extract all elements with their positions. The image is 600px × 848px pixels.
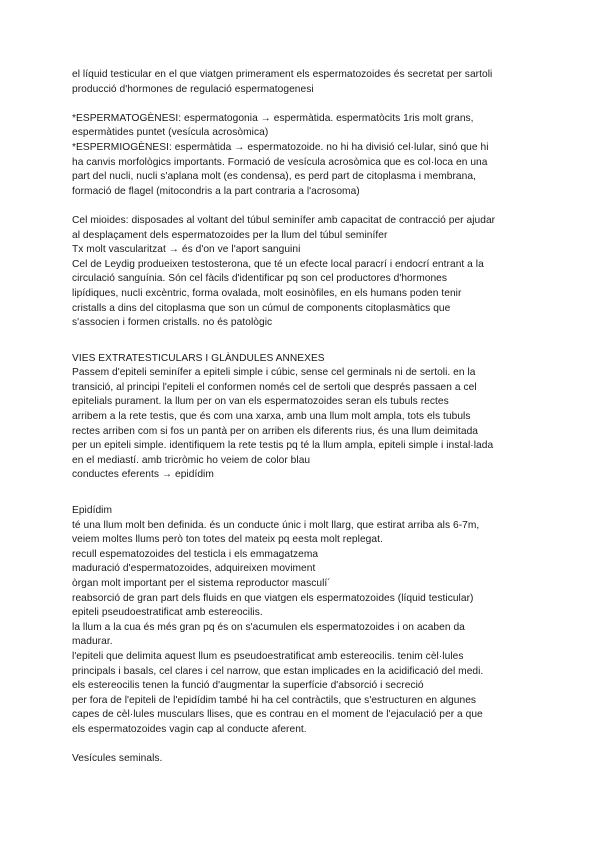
text-line: cristalls a dins del citoplasma que son un cúmul de components citoplasmàtics que <box>72 302 451 314</box>
text-line: producció d'hormones de regulació espermatogenesi <box>72 83 314 95</box>
paragraph <box>72 352 530 483</box>
paragraph-spacer <box>72 331 530 352</box>
text-line: els estereocilis tenen la funció d'augmentar la superfície d'absorció i secreció <box>72 680 424 692</box>
text-line: capes de cèl·lules musculars llises, que es contrau en el moment de l'ejaculació per a que <box>72 709 483 721</box>
text-line: arribem a la rete testis, que és com una xarxa, amb una llum molt ampla, tots els tubuls <box>72 411 471 423</box>
text-line: formació de flagel (mitocondris a la part contraria a l'acrosoma) <box>72 185 360 197</box>
text-line: *ESPERMIOGÈNESI: espermàtida → espermatozoide. no hi ha divisió cel·lular, sinó que hi <box>72 141 489 153</box>
text-line: la llum a la cua és més gran pq és on s'acumulen els espermatozoides i on acaben da <box>72 621 465 633</box>
document-body <box>72 68 530 767</box>
text-line: al desplaçament dels espermatozoides per la llum del túbul seminífer <box>72 229 388 241</box>
text-line: part del nucli, nucli s'aplana molt (es condensa), es perd part de citoplasma i membrana, <box>72 171 476 183</box>
text-line: per un epiteli simple. identifiquem la rete testis pq té la llum ampla, epiteli simple i instal·lada <box>72 440 494 452</box>
paragraph <box>72 68 530 97</box>
text-line: Cel de Leydig produeixen testosterona, que té un efecte local paracrí i endocrí entrant a la <box>72 258 484 270</box>
text-line: epitelials purament. la llum per on van els espermatozoides seran els tubuls rectes <box>72 396 449 408</box>
text-line: s'associen i formen cristalls. no és patològic <box>72 317 273 329</box>
text-line: conductes eferents → epidídim <box>72 469 214 481</box>
text-line: Vesícules seminals. <box>72 753 163 765</box>
paragraph <box>72 112 530 200</box>
text-line: principals i basals, cel clares i cel narrow, que estan implicades en la acidificació del medi. <box>72 665 484 677</box>
paragraph-spacer <box>72 199 530 214</box>
text-line: espermàtides puntet (vesícula acrosòmica) <box>72 127 269 139</box>
paragraph-spacer <box>72 483 530 504</box>
text-line: els espermatozoides vagin cap al conducte aferent. <box>72 723 307 735</box>
paragraph <box>72 504 530 738</box>
text-line: el líquid testicular en el que viatgen primerament els espermatozoides és secretat per sartoli <box>72 69 493 80</box>
text-line: VIES EXTRATESTICULARS I GLÀNDULES ANNEXES <box>72 352 325 364</box>
paragraph <box>72 752 530 767</box>
text-line: Epidídim <box>72 505 113 517</box>
text-line: en el mediastí. amb tricròmic ho veiem de color blau <box>72 454 311 466</box>
text-line: epiteli pseudoestratificat amb estereocilis. <box>72 607 263 619</box>
text-line: l'epiteli que delimita aquest llum es pseudoestratificat amb estereocilis. tenim cèl·lules <box>72 650 464 662</box>
text-line: veiem moltes llums però ton totes del mateix pq eesta molt replegat. <box>72 534 383 546</box>
text-line: ha canvis morfològics importants. Formació de vesícula acrosòmica que es col·loca en una <box>72 156 488 168</box>
text-line: té una llum molt ben definida. és un conducte únic i molt llarg, que estirat arriba als 6-7m, <box>72 519 480 531</box>
text-line: transició, al principi l'epiteli el conformen només cel de sertoli que després passaen a cel <box>72 381 477 393</box>
paragraph <box>72 214 530 331</box>
text-line: reabsorció de gran part dels fluids en que viatgen els espermatozoides (líquid testicular) <box>72 592 474 604</box>
text-line: madurar. <box>72 636 113 648</box>
text-line: circulació sanguínia. Són cel fàcils d'identificar pq son cel productores d'hormones <box>72 273 448 285</box>
text-line: lipídiques, nucli excèntric, forma ovalada, molt eosinòfiles, en els humans poden tenir <box>72 287 462 299</box>
paragraph-spacer <box>72 97 530 112</box>
text-line: *ESPERMATOGÈNESI: espermatogonia → espermàtida. espermatòcits 1ris molt grans, <box>72 112 474 124</box>
text-line: òrgan molt important per el sistema reproductor masculí´ <box>72 578 331 589</box>
text-line: per fora de l'epiteli de l'epidídim també hi ha cel contràctils, que s'estructuren en algunes <box>72 694 477 706</box>
text-line: Tx molt vascularitzat → és d'on ve l'aport sanguini <box>72 244 301 256</box>
text-line: Passem d'epiteli seminífer a epiteli simple i cúbic, sense cel germinals ni de sertoli. en la <box>72 367 476 379</box>
text-line: recull espematozoides del testicla i els emmagatzema <box>72 548 319 560</box>
text-line: maduració d'espermatozoides, adquireixen moviment <box>72 563 316 575</box>
text-line: Cel mioides: disposades al voltant del túbul seminífer amb capacitat de contracció per ajudar <box>72 214 496 226</box>
text-line: rectes arriben com si fos un pantà per on arriben els diferents rius, és una llum deimitada <box>72 425 479 437</box>
paragraph-spacer <box>72 738 530 753</box>
